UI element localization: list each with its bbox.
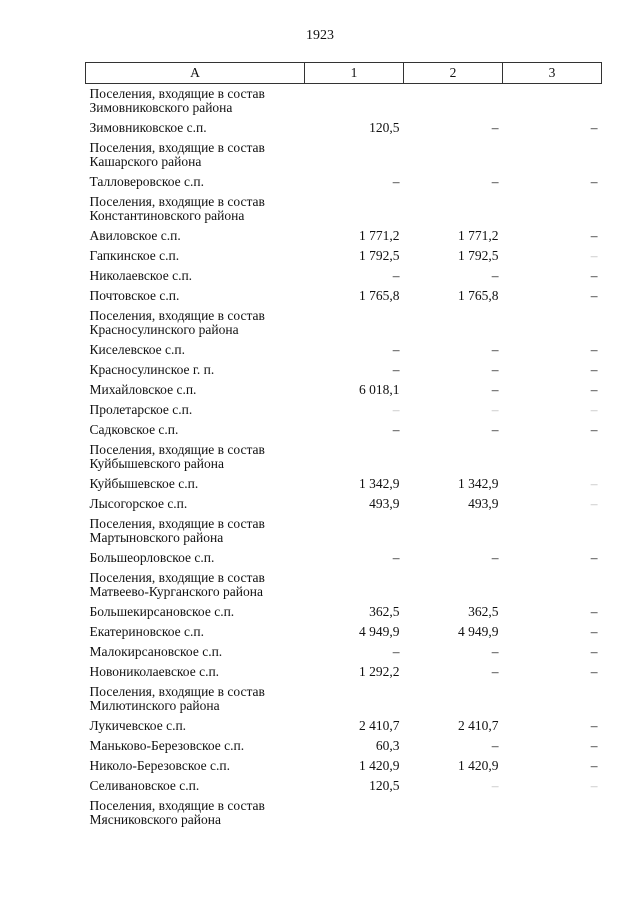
value-cell-2: 1 771,2 — [458, 228, 499, 243]
settlement-row — [86, 602, 602, 622]
empty-cell — [404, 514, 503, 548]
settlement-name: Зимовниковское с.п. — [89, 120, 207, 135]
settlement-row — [86, 340, 602, 360]
value-cell-1: 60,3 — [375, 738, 400, 753]
settlement-name: Николаевское с.п. — [89, 268, 193, 283]
empty-cell — [305, 440, 404, 474]
value-cell-2: – — [491, 644, 499, 659]
value-cell-3: – — [590, 288, 598, 303]
empty-cell — [305, 514, 404, 548]
value-cell-3: – — [590, 778, 598, 793]
empty-cell — [503, 568, 602, 602]
settlement-name: Почтовское с.п. — [89, 288, 180, 303]
value-cell-1: – — [392, 402, 400, 417]
district-header-row — [86, 138, 602, 172]
district-header-label: Поселения, входящие в состав Зимовниковского района — [89, 86, 265, 115]
empty-cell — [404, 84, 503, 119]
column-header-2: 2 — [404, 63, 503, 84]
district-header-row — [86, 568, 602, 602]
settlement-row — [86, 118, 602, 138]
settlement-name: Селивановское с.п. — [89, 778, 200, 793]
value-cell-3: – — [590, 120, 598, 135]
settlement-row — [86, 622, 602, 642]
settlement-row — [86, 736, 602, 756]
value-cell-2: 1 765,8 — [458, 288, 499, 303]
value-cell-2: – — [491, 402, 499, 417]
value-cell-2: – — [491, 738, 499, 753]
settlement-name: Екатериновское с.п. — [89, 624, 204, 639]
value-cell-3: – — [590, 174, 598, 189]
district-header-row — [86, 514, 602, 548]
value-cell-1: 6 018,1 — [359, 382, 400, 397]
empty-cell — [305, 84, 404, 119]
settlement-row — [86, 642, 602, 662]
value-cell-2: – — [491, 778, 499, 793]
district-header-label: Поселения, входящие в состав Мясниковского района — [89, 798, 265, 827]
value-cell-1: 362,5 — [369, 604, 400, 619]
settlement-row — [86, 420, 602, 440]
settlement-row — [86, 756, 602, 776]
settlement-row — [86, 662, 602, 682]
value-cell-1: 1 771,2 — [359, 228, 400, 243]
settlement-row — [86, 246, 602, 266]
value-cell-2: 4 949,9 — [458, 624, 499, 639]
value-cell-1: 2 410,7 — [359, 718, 400, 733]
settlement-row — [86, 266, 602, 286]
settlement-name: Большеорловское с.п. — [89, 550, 215, 565]
value-cell-1: 120,5 — [369, 120, 400, 135]
settlement-row — [86, 716, 602, 736]
value-cell-1: 1 792,5 — [359, 248, 400, 263]
value-cell-2: – — [491, 362, 499, 377]
empty-cell — [404, 440, 503, 474]
settlement-name: Маньково-Березовское с.п. — [89, 738, 245, 753]
value-cell-3: – — [590, 496, 598, 511]
district-header-label: Поселения, входящие в состав Милютинского района — [89, 684, 265, 713]
settlement-row — [86, 474, 602, 494]
column-header-3: 3 — [503, 63, 602, 84]
settlement-name: Большекирсановское с.п. — [89, 604, 235, 619]
district-header-label: Поселения, входящие в состав Константиновского района — [89, 194, 265, 223]
value-cell-3: – — [590, 550, 598, 565]
empty-cell — [503, 440, 602, 474]
value-cell-3: – — [590, 664, 598, 679]
value-cell-2: 1 420,9 — [458, 758, 499, 773]
empty-cell — [404, 568, 503, 602]
table-body — [86, 84, 602, 831]
settlement-row — [86, 548, 602, 568]
empty-cell — [503, 138, 602, 172]
value-cell-3: – — [590, 604, 598, 619]
settlement-name: Михайловское с.п. — [89, 382, 197, 397]
column-header-a: А — [86, 63, 305, 84]
column-header-1: 1 — [305, 63, 404, 84]
district-header-label: Поселения, входящие в состав Мартыновского района — [89, 516, 265, 545]
value-cell-1: – — [392, 422, 400, 437]
empty-cell — [305, 138, 404, 172]
value-cell-3: – — [590, 624, 598, 639]
empty-cell — [305, 306, 404, 340]
value-cell-1: – — [392, 550, 400, 565]
empty-cell — [305, 796, 404, 830]
settlement-name: Пролетарское с.п. — [89, 402, 193, 417]
empty-cell — [305, 682, 404, 716]
empty-cell — [503, 306, 602, 340]
value-cell-3: – — [590, 342, 598, 357]
value-cell-2: – — [491, 268, 499, 283]
empty-cell — [503, 796, 602, 830]
page-number: 1923 — [306, 28, 334, 43]
value-cell-2: – — [491, 342, 499, 357]
value-cell-1: 493,9 — [369, 496, 400, 511]
settlement-name: Николо-Березовское с.п. — [89, 758, 230, 773]
empty-cell — [404, 682, 503, 716]
district-header-row — [86, 84, 602, 119]
value-cell-1: 120,5 — [369, 778, 400, 793]
value-cell-1: 1 420,9 — [359, 758, 400, 773]
value-cell-3: – — [590, 248, 598, 263]
settlement-row — [86, 776, 602, 796]
value-cell-2: 1 792,5 — [458, 248, 499, 263]
value-cell-1: 4 949,9 — [359, 624, 400, 639]
value-cell-3: – — [590, 268, 598, 283]
value-cell-3: – — [590, 476, 598, 491]
district-header-row — [86, 192, 602, 226]
value-cell-3: – — [590, 644, 598, 659]
empty-cell — [305, 192, 404, 226]
value-cell-2: 362,5 — [468, 604, 499, 619]
value-cell-1: 1 765,8 — [359, 288, 400, 303]
value-cell-2: – — [491, 664, 499, 679]
table-head — [86, 63, 602, 84]
value-cell-2: 1 342,9 — [458, 476, 499, 491]
column-header-row — [86, 63, 602, 84]
value-cell-2: 2 410,7 — [458, 718, 499, 733]
settlement-row — [86, 380, 602, 400]
value-cell-3: – — [590, 382, 598, 397]
settlement-row — [86, 172, 602, 192]
empty-cell — [503, 514, 602, 548]
settlement-name: Красносулинское г. п. — [89, 362, 215, 377]
settlement-name: Садковское с.п. — [89, 422, 179, 437]
value-cell-3: – — [590, 718, 598, 733]
empty-cell — [404, 306, 503, 340]
settlement-name: Малокирсановское с.п. — [89, 644, 223, 659]
value-cell-3: – — [590, 228, 598, 243]
settlement-name: Лысогорское с.п. — [89, 496, 188, 511]
value-cell-2: 493,9 — [468, 496, 499, 511]
settlement-name: Гапкинское с.п. — [89, 248, 180, 263]
value-cell-3: – — [590, 402, 598, 417]
value-cell-3: – — [590, 362, 598, 377]
settlement-name: Куйбышевское с.п. — [89, 476, 199, 491]
empty-cell — [404, 192, 503, 226]
empty-cell — [404, 796, 503, 830]
value-cell-1: – — [392, 362, 400, 377]
settlement-name: Талловеровское с.п. — [89, 174, 204, 189]
settlement-name: Новониколаевское с.п. — [89, 664, 220, 679]
value-cell-3: – — [590, 738, 598, 753]
settlement-row — [86, 226, 602, 246]
district-header-label: Поселения, входящие в состав Матвеево-Курганского района — [89, 570, 265, 599]
empty-cell — [404, 138, 503, 172]
settlement-name: Лукичевское с.п. — [89, 718, 187, 733]
budget-table — [85, 62, 602, 830]
district-header-label: Поселения, входящие в состав Красносулинского района — [89, 308, 265, 337]
district-header-label: Поселения, входящие в состав Куйбышевского района — [89, 442, 265, 471]
value-cell-1: – — [392, 342, 400, 357]
empty-cell — [503, 682, 602, 716]
value-cell-1: – — [392, 268, 400, 283]
value-cell-2: – — [491, 382, 499, 397]
value-cell-1: – — [392, 174, 400, 189]
value-cell-2: – — [491, 550, 499, 565]
empty-cell — [503, 192, 602, 226]
value-cell-2: – — [491, 120, 499, 135]
district-header-row — [86, 306, 602, 340]
settlement-name: Авиловское с.п. — [89, 228, 181, 243]
empty-cell — [305, 568, 404, 602]
value-cell-2: – — [491, 422, 499, 437]
settlement-row — [86, 286, 602, 306]
settlement-row — [86, 360, 602, 380]
district-header-row — [86, 682, 602, 716]
settlement-row — [86, 494, 602, 514]
district-header-row — [86, 440, 602, 474]
settlement-row — [86, 400, 602, 420]
value-cell-1: – — [392, 644, 400, 659]
value-cell-1: 1 292,2 — [359, 664, 400, 679]
empty-cell — [503, 84, 602, 119]
district-header-row — [86, 796, 602, 830]
value-cell-2: – — [491, 174, 499, 189]
district-header-label: Поселения, входящие в состав Кашарского района — [89, 140, 265, 169]
value-cell-3: – — [590, 758, 598, 773]
value-cell-3: – — [590, 422, 598, 437]
value-cell-1: 1 342,9 — [359, 476, 400, 491]
settlement-name: Киселевское с.п. — [89, 342, 186, 357]
